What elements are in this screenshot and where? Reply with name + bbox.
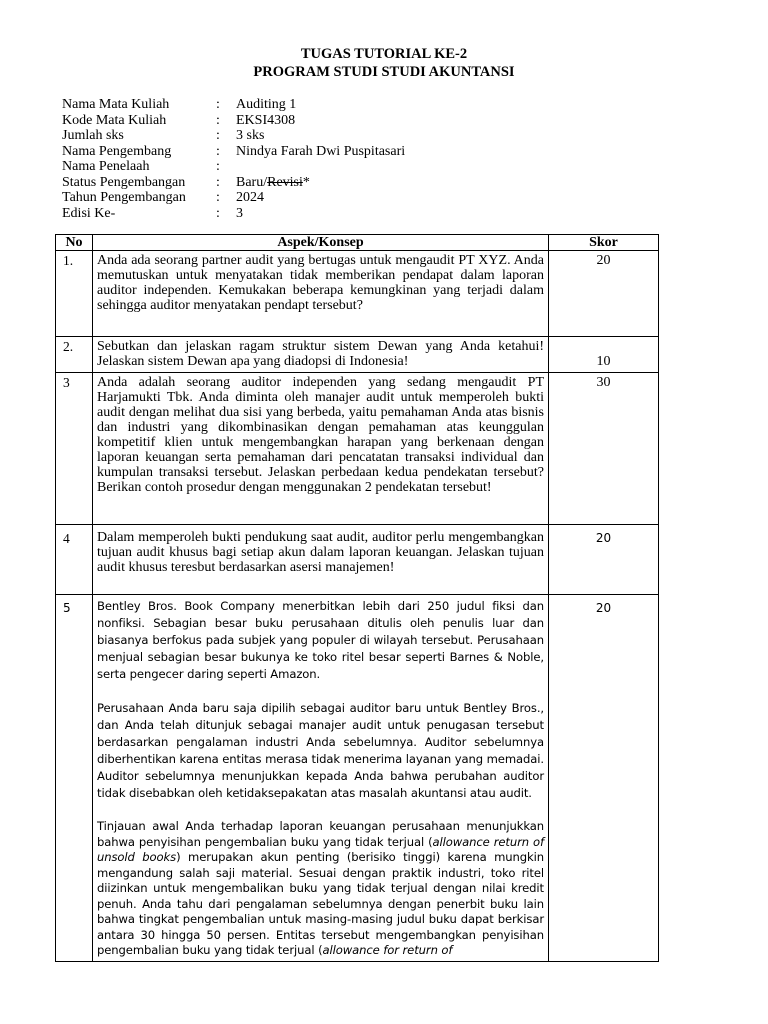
header-skor: Skor xyxy=(549,235,659,251)
row-score: 30 xyxy=(549,373,659,525)
row-score: 20 xyxy=(549,595,659,962)
question-text: Anda adalah seorang auditor independen yang sedang mengaudit PT Harjamukti Tbk. Anda diminta oleh manajer audit untuk memperoleh bukti audit dengan melihat dua sisi yang berbeda, yaitu pemahaman Anda atas bisnis dan industri yang dikombinasikan dengan pemahaman atas keunggulan kompetitif klien untuk mengembangkan harapan yang berkenaan dengan laporan keuangan serta pemahaman dari pencatatan transaksi individual dan kumpulan transaksi tersebut. Jelaskan perbedaan kedua pendekatan tersebut? Berikan contoh prosedur dengan menggunakan 2 pendekatan tersebut! xyxy=(93,373,549,525)
meta-colon: : xyxy=(216,159,220,174)
row-score: 20 xyxy=(549,251,659,337)
meta-row-developer xyxy=(62,144,405,160)
paragraph-italic: allowance return of unsold books xyxy=(97,834,544,864)
table-row xyxy=(56,373,659,525)
row-number: 3 xyxy=(56,373,93,525)
document-subtitle: PROGRAM STUDI STUDI AKUNTANSI xyxy=(253,64,515,80)
question-paragraph: Bentley Bros. Book Company menerbitkan lebih dari 250 judul fiksi dan nonfiksi. Sebagian besar buku perusahaan ditulis oleh penulis luar dan biasanya berfokus pada subjek yang populer di wilayah tersebut. Perusahaan menjual sebagian besar bukunya ke toko ritel besar seperti Barnes & Noble, serta pengecer daring seperti Amazon. xyxy=(97,599,544,681)
document-title: TUGAS TUTORIAL KE-2 xyxy=(300,46,468,62)
meta-value: EKSI4308 xyxy=(236,112,296,128)
question-text: Anda ada seorang partner audit yang bertugas untuk mengaudit PT XYZ. Anda memutuskan untuk menyatakan tidak memberikan pendapat dalam laporan auditor independen. Kemukakan beberapa kemungkinan yang terjadi dalam sehingga auditor menyatakan pendapt tersebut? xyxy=(93,251,549,337)
paragraph-text: ) merupakan akun penting (berisiko tinggi) karena mungkin mengandung salah saji material. Sesuai dengan praktik industri, toko ritel diizinkan untuk mengembalikan buku yang tidak terjual dengan nilai kredit penuh. Anda tahu dari pengalaman sebelumnya dengan penerbit buku lain bahwa tingkat pengembalian untuk masing-masing judul buku dapat berkisar antara 30 hingga 50 persen. Entitas tersebut mengembangkan penyisihan pengembalian buku yang tidak terjual ( xyxy=(97,850,544,957)
meta-row-course-name xyxy=(62,97,405,113)
meta-label: Edisi Ke- xyxy=(62,205,116,221)
meta-value: 2024 xyxy=(236,190,264,205)
meta-value-asterisk: * xyxy=(302,174,310,190)
meta-row-credits xyxy=(62,128,405,144)
table-row xyxy=(56,251,659,337)
row-number: 4 xyxy=(56,525,93,595)
meta-label: Nama Penelaah xyxy=(62,159,150,174)
meta-row-status xyxy=(62,175,405,191)
meta-value: Baru/ xyxy=(236,174,268,190)
meta-label: Status Pengembangan xyxy=(62,174,186,190)
row-number: 2. xyxy=(56,337,93,373)
header-no: No xyxy=(56,235,93,251)
table-row xyxy=(56,337,659,373)
meta-row-edition xyxy=(62,206,405,222)
question-text: Dalam memperoleh bukti pendukung saat audit, auditor perlu mengembangkan tujuan audit khusus bagi setiap akun dalam laporan keuangan. Jelaskan tujuan audit khusus teresbut berdasarkan asersi manajemen! xyxy=(93,525,549,595)
meta-label: Nama Pengembang xyxy=(62,143,172,159)
question-text xyxy=(93,595,549,962)
header-aspek: Aspek/Konsep xyxy=(93,235,549,251)
meta-colon: : xyxy=(216,143,220,159)
question-paragraph: Perusahaan Anda baru saja dipilih sebagai auditor baru untuk Bentley Bros., dan Anda telah ditunjuk sebagai manajer audit untuk penugasan tersebut berdasarkan pengalaman industri Anda sebelumnya. Auditor sebelumnya diberhentikan karena entitas merasa tidak menerima layanan yang memadai. Auditor sebelumnya menunjukkan kepada Anda bahwa perubahan auditor tidak disebabkan oleh ketidaksepakatan atas masalah akuntansi atau audit. xyxy=(97,701,544,800)
table-row xyxy=(56,525,659,595)
course-info xyxy=(62,97,405,221)
meta-row-course-code xyxy=(62,113,405,129)
row-score: 10 xyxy=(549,337,659,373)
meta-row-reviewer xyxy=(62,159,405,175)
meta-colon: : xyxy=(216,190,220,205)
meta-colon: : xyxy=(216,112,220,128)
meta-value: 3 xyxy=(236,205,243,221)
meta-value: 3 sks xyxy=(236,128,265,143)
meta-label: Jumlah sks xyxy=(62,128,124,143)
question-paragraph xyxy=(97,819,544,959)
meta-colon: : xyxy=(216,174,220,190)
meta-label: Kode Mata Kuliah xyxy=(62,112,167,128)
row-number: 1. xyxy=(56,251,93,337)
meta-colon: : xyxy=(216,97,220,112)
row-score: 20 xyxy=(549,525,659,595)
meta-label: Tahun Pengembangan xyxy=(62,190,186,205)
meta-colon: : xyxy=(216,128,220,143)
meta-value: Nindya Farah Dwi Puspitasari xyxy=(236,143,406,159)
question-table xyxy=(55,234,659,962)
table-header-row xyxy=(56,235,659,251)
meta-label: Nama Mata Kuliah xyxy=(62,97,170,112)
meta-value-struck: Revisi xyxy=(267,174,303,190)
question-text: Sebutkan dan jelaskan ragam struktur sistem Dewan yang Anda ketahui! Jelaskan sistem Dewan apa yang diadopsi di Indonesia! xyxy=(93,337,549,373)
paragraph-italic: allowance for return of xyxy=(322,943,453,957)
row-number: 5 xyxy=(56,595,93,962)
paragraph-text: Tinjauan awal Anda terhadap laporan keuangan perusahaan menunjukkan bahwa penyisihan pengembalian buku yang tidak terjual ( xyxy=(97,819,544,849)
meta-colon: : xyxy=(216,205,220,221)
meta-row-year xyxy=(62,190,405,206)
table-row xyxy=(56,595,659,962)
meta-value: Auditing 1 xyxy=(236,97,297,112)
